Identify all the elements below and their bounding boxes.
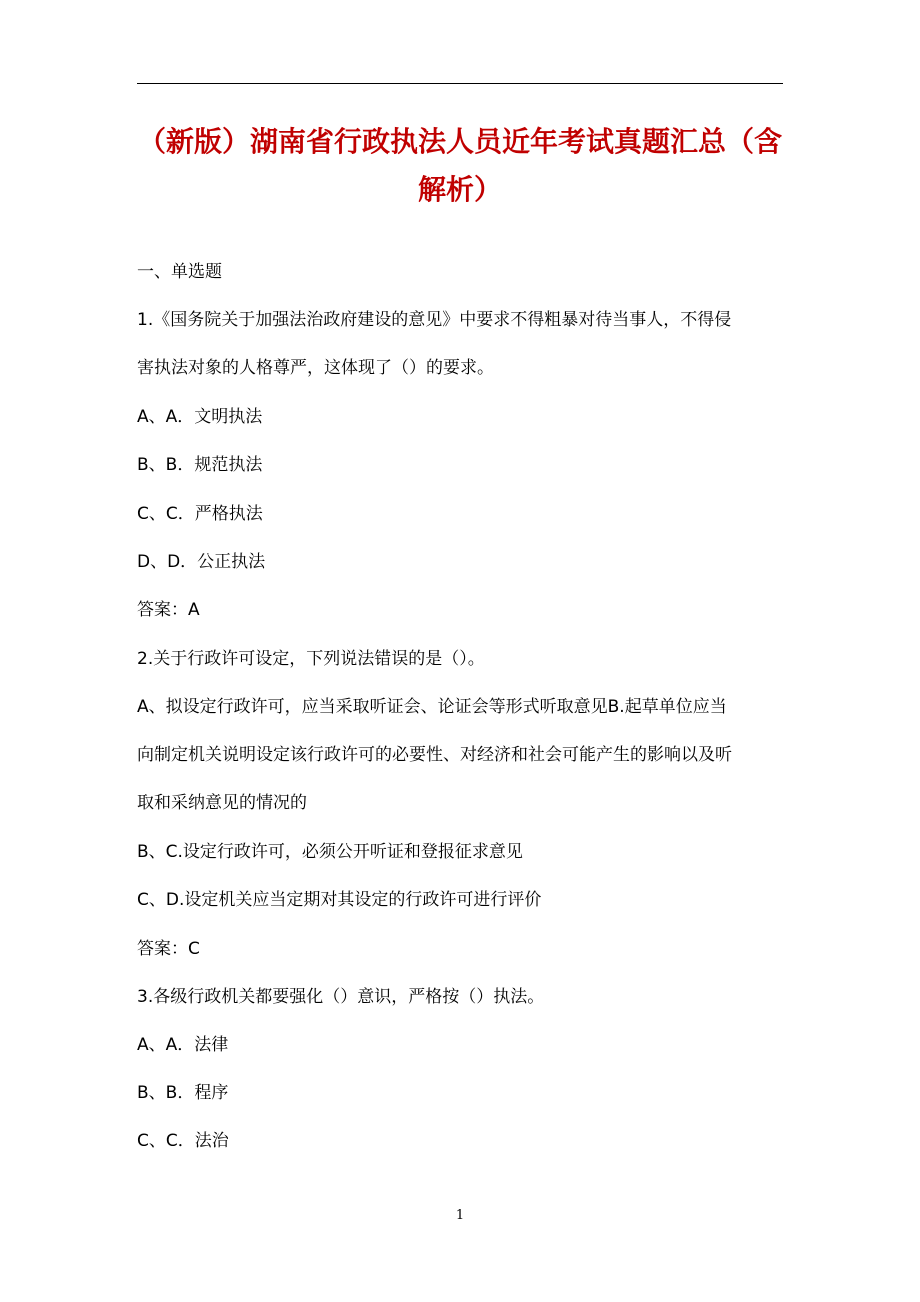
question-1-option-a: A、A．文明执法	[137, 407, 263, 427]
question-2-text: 2.关于行政许可设定，下列说法错误的是（）。	[137, 649, 485, 669]
question-3-option-c: C、C．法治	[137, 1131, 229, 1151]
page-number: 1	[455, 1208, 465, 1223]
question-3-option-a: A、A．法律	[137, 1035, 229, 1055]
question-2-option-c: C、D.设定机关应当定期对其设定的行政许可进行评价	[137, 890, 542, 910]
question-1-answer: 答案：A	[137, 600, 200, 620]
header-rule	[137, 83, 783, 84]
title-line-2: 解析）	[417, 173, 502, 206]
question-2-answer: 答案：C	[137, 939, 200, 959]
section-heading: 一、单选题	[137, 262, 222, 282]
question-2-option-a-continued-2: 取和采纳意见的情况的	[137, 793, 307, 813]
title-line-1: （新版）湖南省行政执法人员近年考试真题汇总（含	[137, 125, 782, 158]
question-2-option-b: B、C.设定行政许可，必须公开听证和登报征求意见	[137, 842, 523, 862]
question-1-option-d: D、D．公正执法	[137, 552, 266, 572]
question-1-text-continued: 害执法对象的人格尊严，这体现了（）的要求。	[137, 358, 494, 378]
question-1-option-c: C、C．严格执法	[137, 504, 263, 524]
question-1-text: 1.《国务院关于加强法治政府建设的意见》中要求不得粗暴对待当事人，不得侵	[137, 310, 732, 330]
question-1-option-b: B、B．规范执法	[137, 455, 263, 475]
question-2-option-a: A、拟设定行政许可，应当采取听证会、论证会等形式听取意见B.起草单位应当	[137, 697, 727, 717]
question-2-option-a-continued: 向制定机关说明设定该行政许可的必要性、对经济和社会可能产生的影响以及听	[137, 745, 732, 765]
question-3-text: 3.各级行政机关都要强化（）意识，严格按（）执法。	[137, 987, 545, 1007]
question-3-option-b: B、B．程序	[137, 1083, 229, 1103]
document-title	[130, 118, 790, 214]
